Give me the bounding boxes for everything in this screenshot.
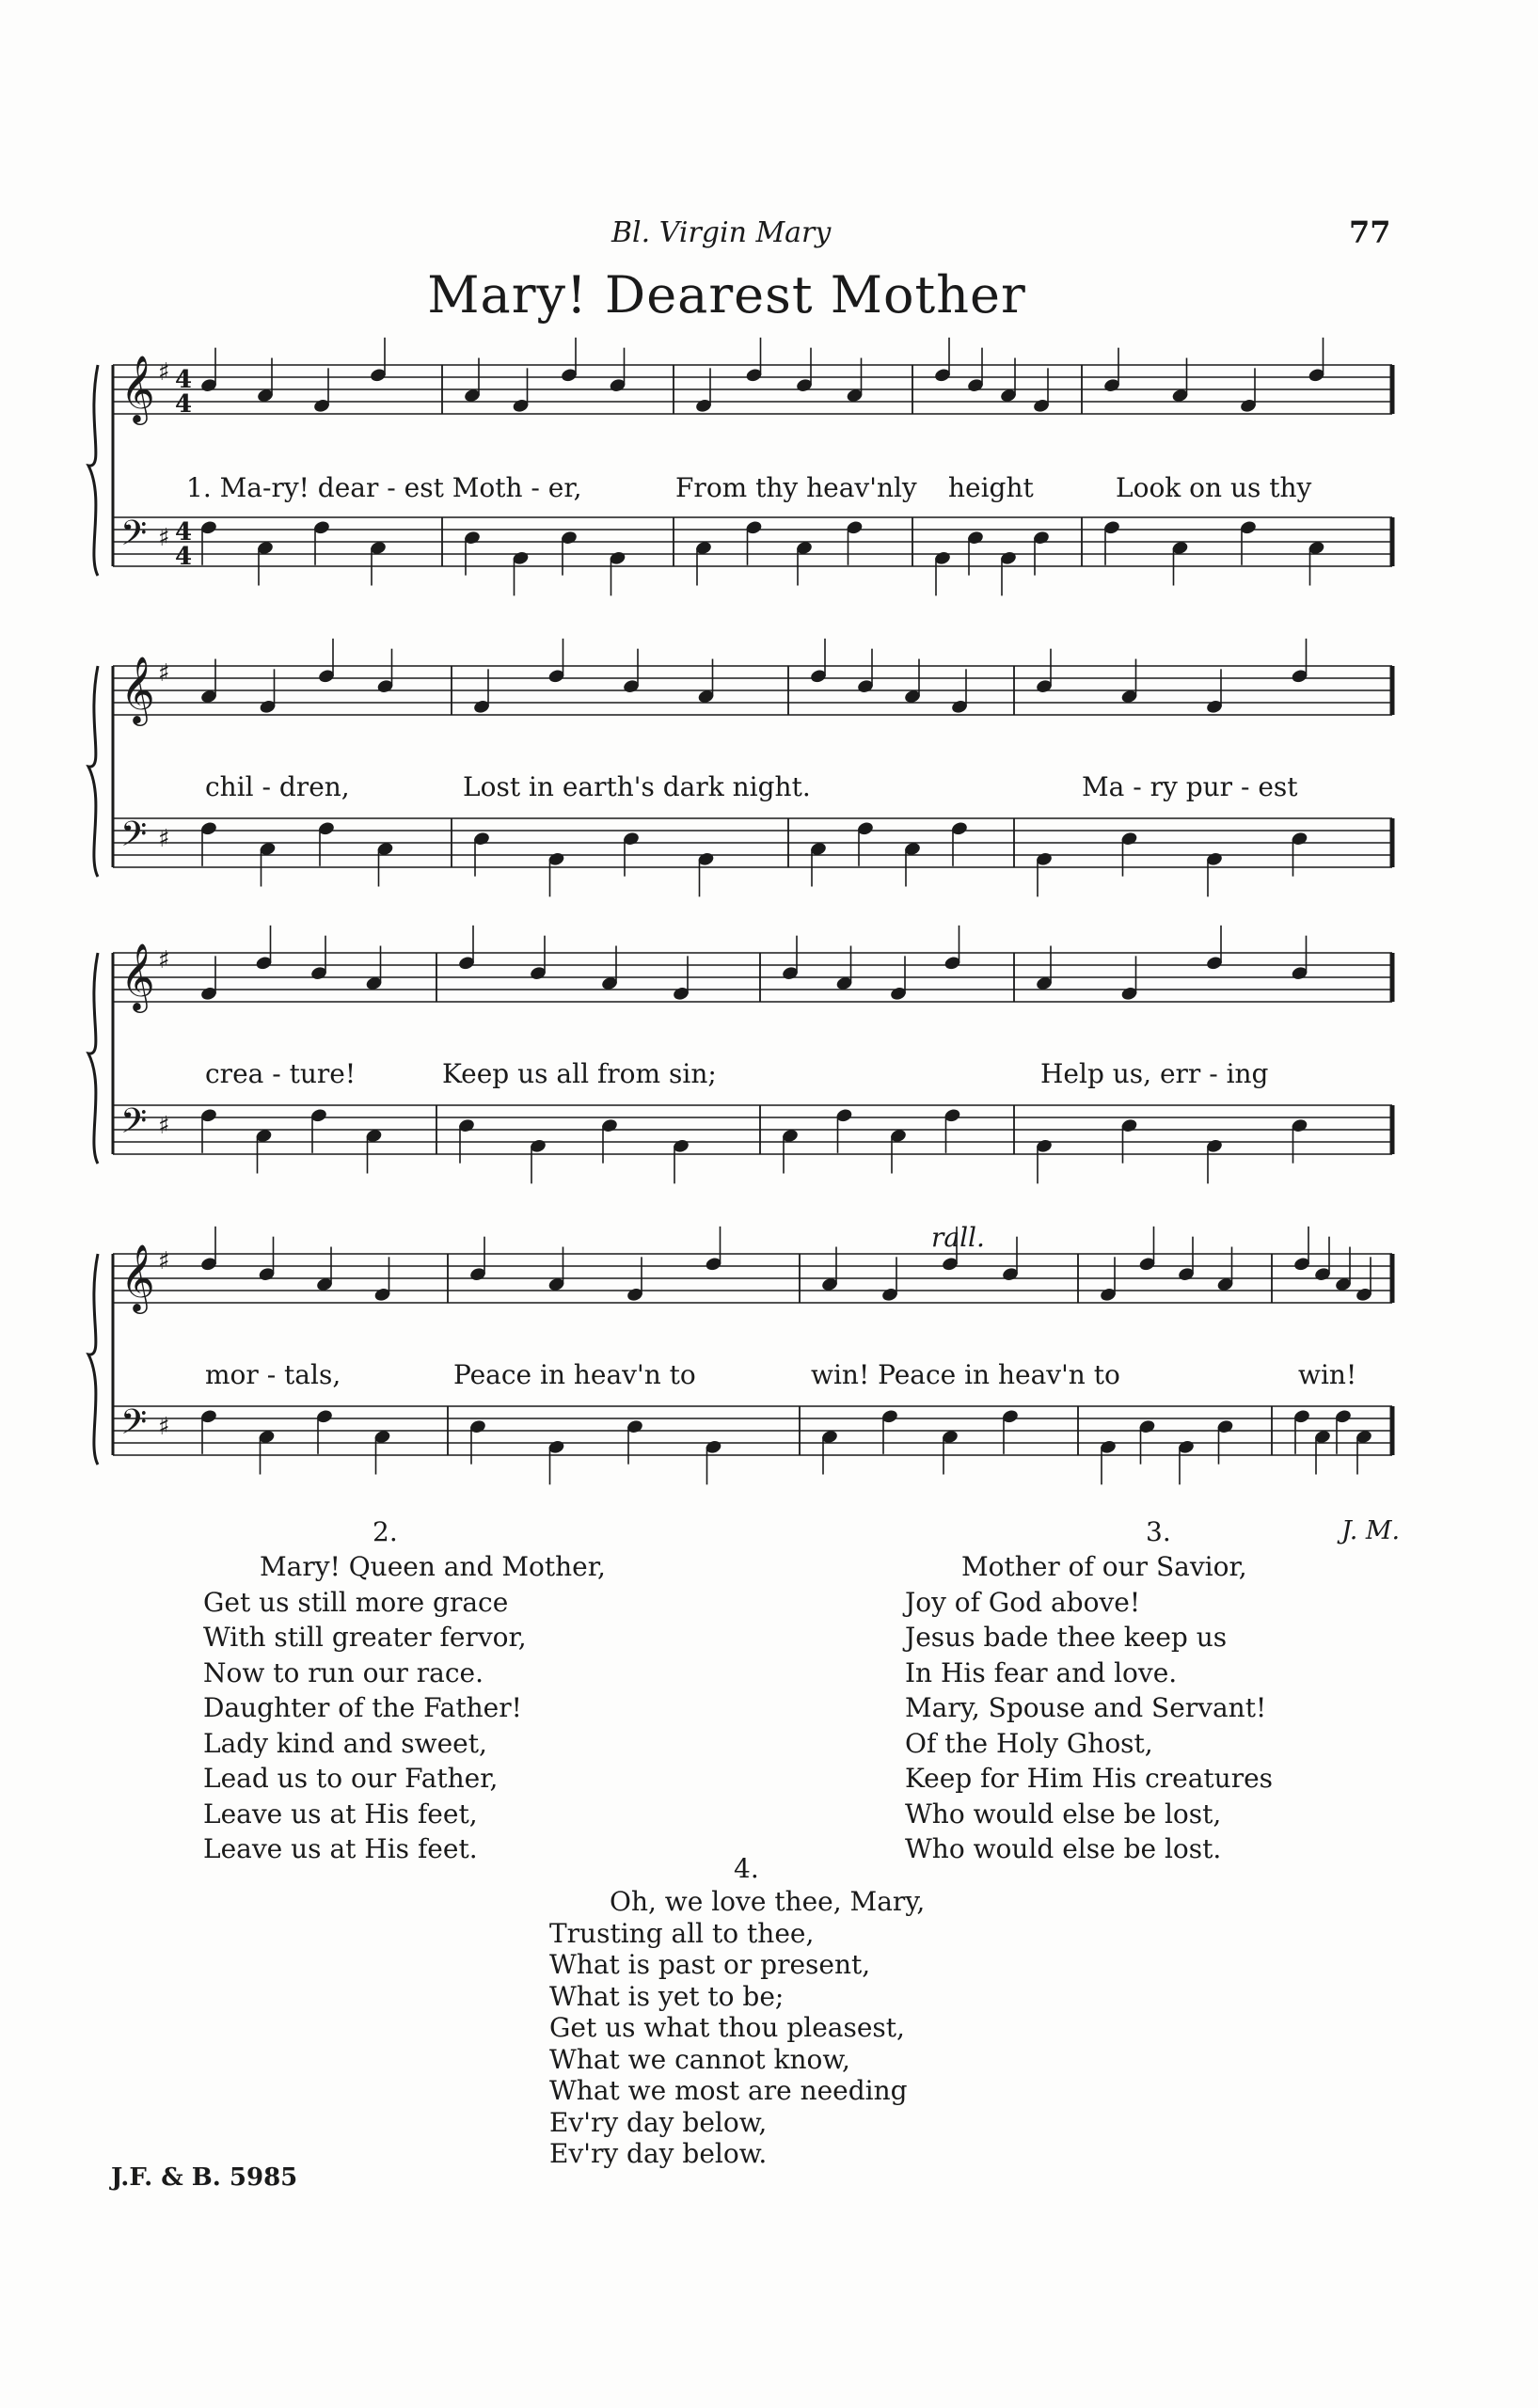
verse-4 <box>549 1886 925 2170</box>
time-signature-digit: 4 <box>175 518 193 547</box>
sharp-icon: ♯ <box>158 358 170 387</box>
sharp-icon: ♯ <box>158 524 170 552</box>
verse-line: Ev'ry day below, <box>549 2106 768 2138</box>
verse-line: Who would else be lost. <box>905 1833 1222 1864</box>
composer-initials: J. M. <box>1341 1516 1401 1545</box>
catalog-number: J.F. & B. 5985 <box>111 2163 298 2192</box>
sharp-icon: ♯ <box>158 946 170 974</box>
verse-line: With still greater fervor, <box>203 1622 527 1653</box>
lyric: Look on us thy <box>1116 472 1312 503</box>
verse-number: 2. <box>373 1516 398 1547</box>
treble-clef-icon: 𝄞 <box>120 655 155 723</box>
verse-line: Get us still more grace <box>203 1586 509 1618</box>
verse-number: 4. <box>734 1853 759 1884</box>
lyric: win! <box>1298 1359 1357 1390</box>
verse-line: Lady kind and sweet, <box>203 1727 487 1759</box>
verse-line: In His fear and love. <box>905 1656 1178 1688</box>
lyric: From thy heav'nly <box>675 472 917 503</box>
verse-line: What we most are needing <box>549 2075 908 2106</box>
verse-3 <box>905 1549 1273 1867</box>
verse-line: Now to run our race. <box>203 1656 484 1688</box>
tempo-mark: rall. <box>931 1222 985 1253</box>
sharp-icon: ♯ <box>158 659 170 688</box>
verse-number: 3. <box>1146 1516 1171 1547</box>
verse-line: Get us what thou pleasest, <box>549 2012 905 2043</box>
bass-clef-icon: 𝄢 <box>120 1402 148 1450</box>
lyric: height <box>948 472 1034 503</box>
lyric: crea - ture! <box>205 1058 357 1089</box>
verse-2 <box>203 1549 606 1867</box>
verse-line: Oh, we love thee, Mary, <box>610 1886 926 1917</box>
lyric: 1. Ma-ry! dear - est Moth - er, <box>186 472 582 503</box>
lyric: mor - tals, <box>205 1359 341 1390</box>
brace <box>88 953 98 1164</box>
lyric: Ma - ry pur - est <box>1082 771 1298 802</box>
verse-line: What is yet to be; <box>549 1980 785 2012</box>
sharp-icon: ♯ <box>158 1247 170 1275</box>
treble-clef-icon: 𝄞 <box>120 1243 155 1311</box>
verse-line: Mother of our Savior, <box>961 1551 1247 1582</box>
time-signature-digit: 4 <box>175 366 193 394</box>
verse-line: Lead us to our Father, <box>203 1763 499 1794</box>
lyric: Help us, err - ing <box>1040 1058 1269 1089</box>
verse-line: Mary, Spouse and Servant! <box>905 1692 1267 1723</box>
verse-line: Joy of God above! <box>905 1586 1141 1618</box>
verse-line: Jesus bade thee keep us <box>905 1622 1228 1653</box>
verse-line: Leave us at His feet, <box>203 1798 478 1830</box>
section-subtitle: Bl. Virgin Mary <box>611 216 832 249</box>
hymn-title: Mary! Dearest Mother <box>427 265 1026 325</box>
lyric: win! Peace in heav'n to <box>811 1359 1120 1390</box>
page-number: 77 <box>1349 214 1391 250</box>
sharp-icon: ♯ <box>158 1413 170 1441</box>
music-system-4 <box>85 1222 1402 1510</box>
lyric: chil - dren, <box>205 771 350 802</box>
verse-line: Ev'ry day below. <box>549 2138 768 2169</box>
lyric: Peace in heav'n to <box>453 1359 696 1390</box>
sharp-icon: ♯ <box>158 1112 170 1140</box>
brace <box>88 666 98 877</box>
treble-clef-icon: 𝄞 <box>120 942 155 1010</box>
verse-line: Daughter of the Father! <box>203 1692 522 1723</box>
time-signature-digit: 4 <box>175 543 193 571</box>
lyric: Keep us all from sin; <box>442 1058 717 1089</box>
brace <box>88 1254 98 1465</box>
bass-clef-icon: 𝄢 <box>120 514 148 562</box>
bass-clef-icon: 𝄢 <box>120 815 148 863</box>
lyric: Lost in earth's dark night. <box>463 771 811 802</box>
verse-line: Of the Holy Ghost, <box>905 1727 1153 1759</box>
verse-line: What is past or present, <box>549 1949 871 1980</box>
verse-line: What we cannot know, <box>549 2043 850 2075</box>
music-system-3 <box>85 927 1402 1209</box>
verse-line: Keep for Him His creatures <box>905 1763 1274 1794</box>
sharp-icon: ♯ <box>158 825 170 853</box>
time-signature-digit: 4 <box>175 390 193 419</box>
music-system-2 <box>85 640 1402 922</box>
verse-line: Trusting all to thee, <box>549 1917 815 1949</box>
treble-clef-icon: 𝄞 <box>120 354 155 422</box>
verse-line: Leave us at His feet. <box>203 1833 478 1864</box>
verse-line: Mary! Queen and Mother, <box>260 1551 606 1582</box>
brace <box>88 365 98 576</box>
bass-clef-icon: 𝄢 <box>120 1101 148 1149</box>
music-system-1 <box>85 339 1402 621</box>
verse-line: Who would else be lost, <box>905 1798 1222 1830</box>
